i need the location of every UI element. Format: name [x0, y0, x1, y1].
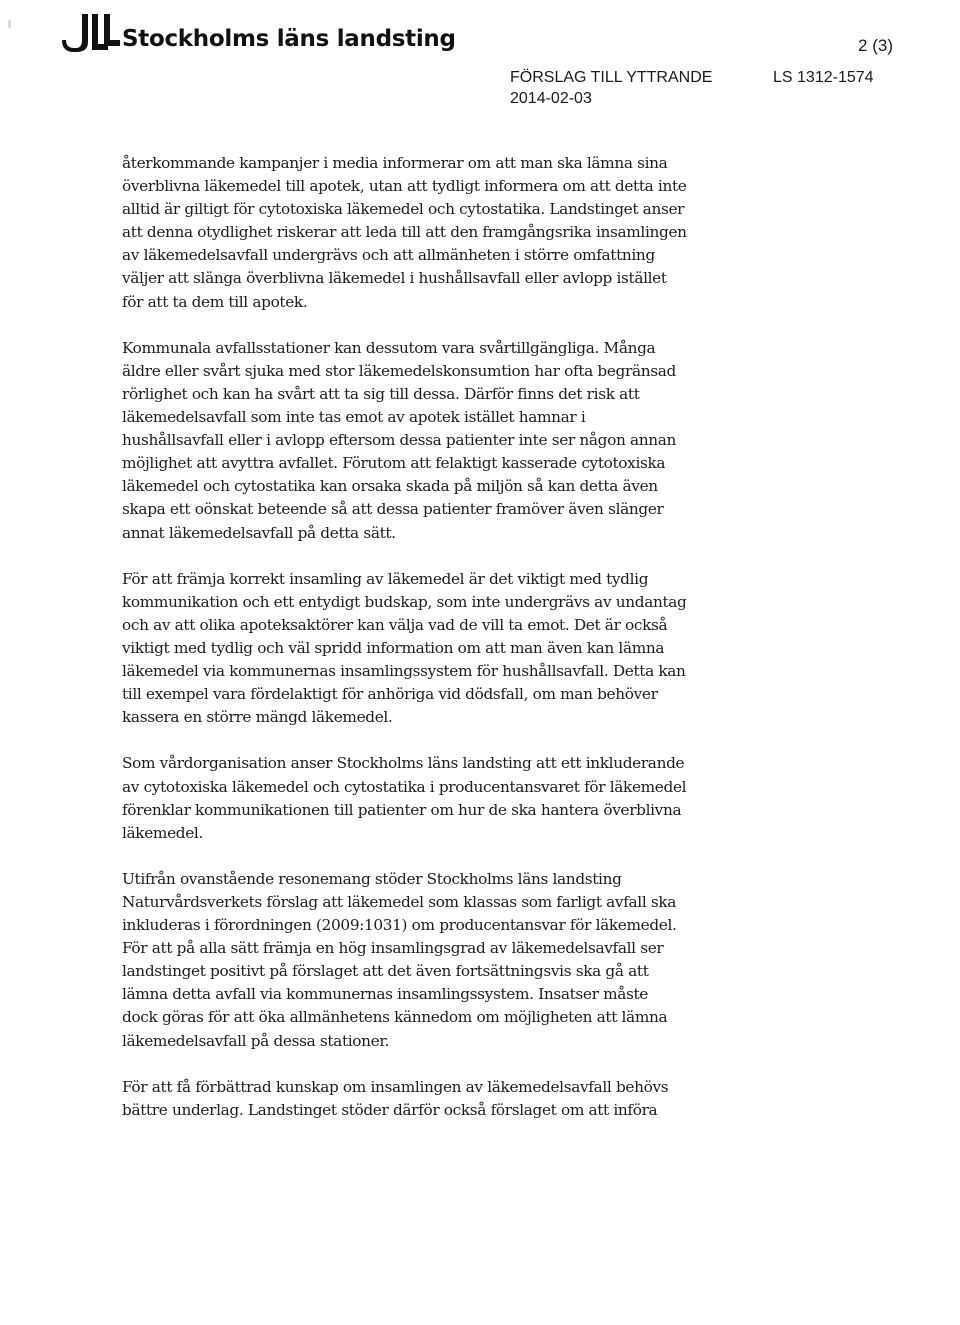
paragraph: återkommande kampanjer i media informerar om att man ska lämna sina överblivna läkemedel till apotek, utan att tydligt informera om att detta inte alltid är giltigt för cytotoxiska läkemedel och cytostatika. Landstinget anser att denna otydlighet riskerar att leda till att den framgångsrika insamlingen av läkemedelsavfall undergrävs och att allmänheten i större omfattning väljer att slänga överblivna läkemedel i hushållsavfall eller avlopp istället för att ta dem till apotek. [122, 154, 687, 311]
paragraph: För att främja korrekt insamling av läkemedel är det viktigt med tydlig kommunikation och ett entydigt budskap, som inte undergrävs av undantag och av att olika apoteksaktörer kan välja vad de vill ta emot. Det är också viktigt med tydlig och väl spridd information om att man även kan lämna läkemedel via kommunernas insamlingssystem för hushållsavfall. Detta kan till exempel vara fördelaktigt för anhöriga vid dödsfall, om man behöver kassera en större mängd läkemedel. [122, 569, 687, 727]
sll-logo-icon [62, 6, 122, 52]
document-reference: LS 1312-1574 [773, 69, 874, 86]
document-type: FÖRSLAG TILL YTTRANDE [510, 69, 713, 86]
organization-name: Stockholms läns landsting [122, 26, 456, 52]
paragraph: Utifrån ovanstående resonemang stöder Stockholms läns landsting Naturvårdsverkets förslag att läkemedel som klassas som farligt avfall ska inkluderas i förordningen (2009:1031) om producentansvar för läkemedel. För att på alla sätt främja en hög insamlingsgrad av läkemedelsavfall ser landstinget positivt på förslaget att det även fortsättningsvis ska gå att lämna detta avfall via kommunernas insamlingssystem. Insatser måste dock göras för att öka allmänhetens kännedom om möjligheten att lämna läkemedelsavfall på dessa stationer. [122, 869, 677, 1050]
paragraph: Som vårdorganisation anser Stockholms läns landsting att ett inkluderande av cytotoxiska läkemedel och cytostatika i producentansvaret för läkemedel förenklar kommunikationen till patienter om hur de ska hantera överblivna läkemedel. [122, 754, 687, 842]
page-number: 2 (3) [858, 36, 893, 55]
paragraph: Kommunala avfallsstationer kan dessutom vara svårtillgängliga. Många äldre eller svårt sjuka med stor läkemedelskonsumtion har ofta begränsad rörlighet och kan ha svårt att ta sig till dessa. Därför finns det risk att läkemedelsavfall som inte tas emot av apotek istället hamnar i hushållsavfall eller i avlopp eftersom dessa patienter inte ser någon annan möjlighet att avyttra avfallet. Förutom att felaktigt kasserade cytotoxiska läkemedel och cytostatika kan orsaka skada på miljön så kan detta även skapa ett oönskat beteende så att dessa patienter framöver även slänger annat läkemedelsavfall på detta sätt. [122, 338, 677, 542]
paragraph: För att få förbättrad kunskap om insamlingen av läkemedelsavfall behövs bättre underlag. Landstinget stöder därför också förslaget om att införa [122, 1077, 669, 1119]
document-date: 2014-02-03 [510, 90, 592, 107]
document-body [122, 152, 742, 1145]
scan-artifact [8, 20, 11, 28]
